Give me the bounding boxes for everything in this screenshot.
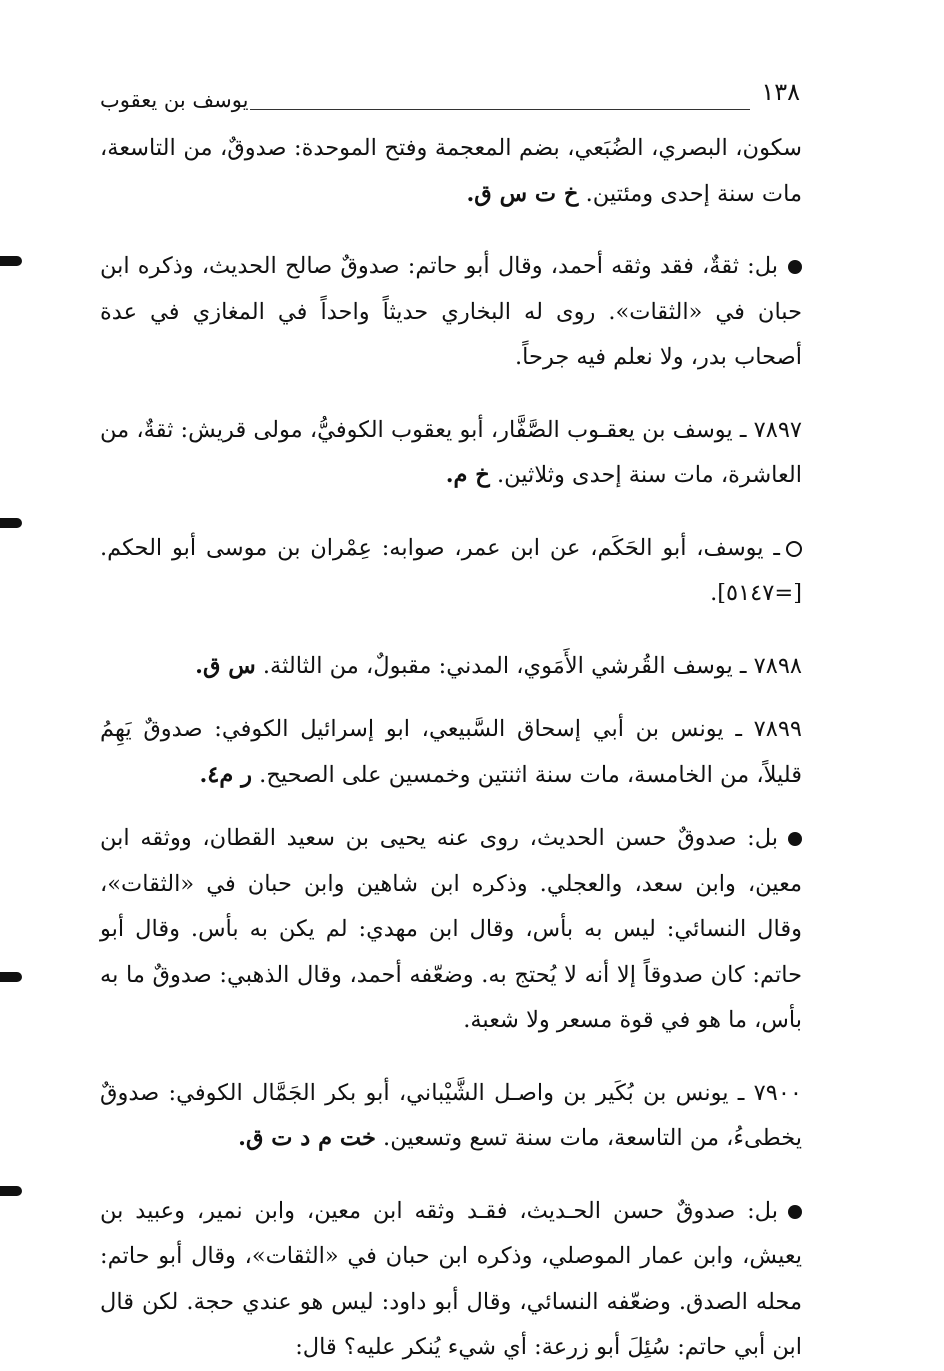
paragraph [100, 126, 802, 217]
book-codes: خ م. [445, 462, 490, 488]
bullet-circle-icon [786, 541, 802, 557]
paragraph-text: بل: صدوقٌ حسن الحـديث، فقـد وثقه ابن معين، وابن نمير، وعبيد بن يعيش، وابن عمار الموصلي، وذكره ابن حبان في «الثقات»، وقال أبو حاتم: محله الصدق. وضعّفه النسائي، وقال أبو داود: ليس هو عندي حجة. لكن قال ابن أبي حاتم: سُئِلَ أبو زرعة: أي شيء يُنكر عليه؟ قال: [100, 1197, 802, 1360]
bullet-dot-icon [788, 832, 802, 846]
book-codes: خت م د ت ق. [238, 1125, 376, 1151]
bullet-dot-icon [788, 260, 802, 274]
paragraph-text: ـ يوسف، أبو الحَكَم، عن ابن عمر، صوابه: عِمْران بن موسى أبو الحكم. [=٥١٤٧]. [100, 534, 802, 606]
book-codes: س ق. [195, 652, 256, 679]
paragraph-text: بل: ثقةٌ، فقد وثقه أحمد، وقال أبو حاتم: صدوقٌ صالح الحديث، وذكره ابن حبان في «الثقات». روى له البخاري حديثاً واحداً في المغازي في عدة أصحاب بدر، ولا نعلم فيه جرحاً. [100, 253, 802, 370]
book-codes: خ ت س ق. [466, 180, 579, 207]
paragraph [100, 408, 802, 499]
paragraph [100, 644, 802, 690]
scan-edge-mark [0, 518, 22, 528]
paragraph [100, 244, 802, 381]
paragraph-text: سكون، البصري، الضُبَعي، بضم المعجمة وفتح الموحدة: صدوقٌ، من التاسعة، مات سنة إحدى ومئتين. [100, 135, 802, 207]
paragraph-text: ٧٨٩٧ ـ يوسف بن يعقـوب الصَّفَّار، أبو يعقوب الكوفيُّ، مولى قريش: ثقةٌ، من العاشرة، مات سنة إحدى وثلاثين. [100, 416, 802, 488]
book-codes: ر م٤. [199, 761, 253, 788]
running-head: يوسف بن يعقوب [100, 88, 249, 112]
paragraph [100, 816, 802, 1044]
page-body [100, 126, 802, 1371]
paragraph [100, 526, 802, 617]
header-rule [250, 109, 750, 110]
paragraph-text: بل: صدوقٌ حسن الحديث، روى عنه يحيى بن سعيد القطان، ووثقه ابن معين، وابن سعد، والعجلي. وذكره ابن شاهين وابن حبان في «الثقات»، وقال النسائي: ليس به بأس، وقال ابن مهدي: لم يكن به بأس. وقال أبو حاتم: كان صدوقاً إلا أنه لا يُحتج به. وضعّفه أحمد، وقال الذهبي: صدوقٌ ما به بأس، ما هو في قوة مسعر ولا شعبة. [100, 825, 802, 1033]
scan-edge-mark [0, 1186, 22, 1196]
paragraph [100, 1189, 802, 1371]
scan-edge-mark [0, 972, 22, 982]
page-header [100, 78, 800, 122]
bullet-dot-icon [788, 1205, 802, 1219]
paragraph-text: ٧٨٩٨ ـ يوسف القُرشي الأَمَوي، المدني: مقبولٌ، من الثالثة. [262, 652, 802, 679]
page-number: ١٣٨ [761, 78, 800, 106]
paragraph [100, 1071, 802, 1162]
paragraph-text: ٧٩٠٠ ـ يونس بن بُكَير بن واصـل الشَّيْباني، أبو بكر الجَمَّال الكوفي: صدوقٌ يخطىءُ، من التاسعة، مات سنة تسع وتسعين. [100, 1079, 802, 1151]
paragraph [100, 707, 802, 798]
paragraph-text: ٧٨٩٩ ـ يونس بن أبي إسحاق السَّبيعي، ابو إسرائيل الكوفي: صدوقٌ يَهِمُ قليلاً، من الخامسة، مات سنة اثنتين وخمسين على الصحيح. [100, 716, 802, 788]
scan-edge-mark [0, 256, 22, 266]
